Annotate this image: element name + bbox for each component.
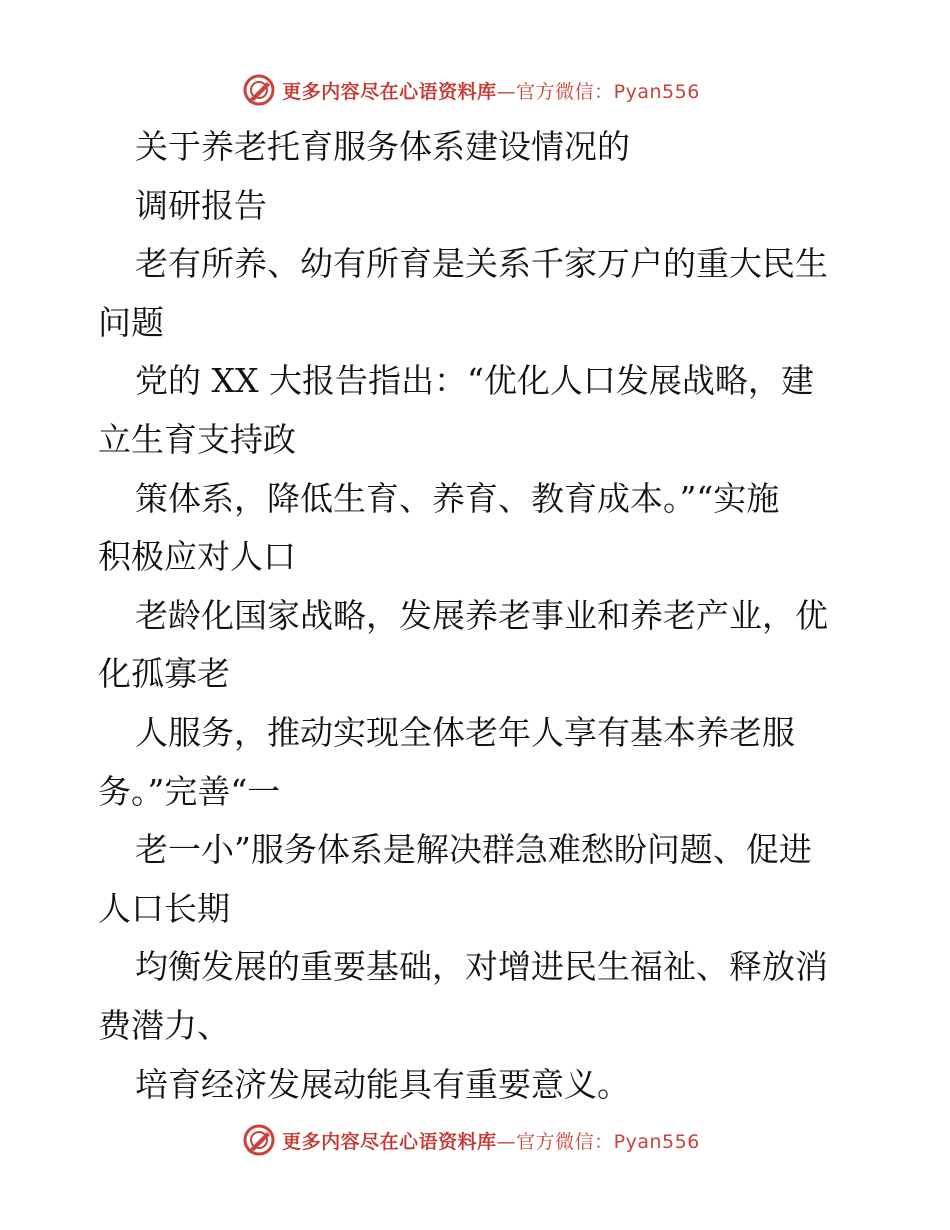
footer-banner-title: 更多内容尽在心语资料库 [282, 1130, 497, 1153]
doc-text-line: 老有所养、幼有所育是关系千家万户的重大民生 [135, 244, 828, 284]
footer-banner-text [282, 1127, 700, 1154]
header-watermark-banner [0, 70, 950, 110]
header-banner-inner [242, 73, 700, 107]
doc-text-line: 均衡发展的重要基础，对增进民生福祉、释放消 [135, 947, 828, 987]
doc-text-line: 党的 XX 大报告指出：“优化人口发展战略，建 [135, 361, 814, 401]
footer-banner-wechat: —官方微信：Pyan556 [496, 1130, 700, 1153]
doc-text-line: 老龄化国家战略，发展养老事业和养老产业，优 [135, 595, 828, 635]
doc-text-line: 培育经济发展动能具有重要意义。 [135, 1064, 630, 1104]
footer-watermark-banner [0, 1120, 950, 1160]
doc-text-line: 人口长期 [98, 888, 230, 928]
document-body [98, 118, 858, 1114]
doc-text-line: 人服务，推动实现全体老年人享有基本养老服 [135, 712, 795, 752]
pen-logo-icon [242, 73, 276, 107]
doc-text-line: 老一小”服务体系是解决群急难愁盼问题、促进 [135, 830, 812, 870]
doc-text-line: 立生育支持政 [98, 419, 296, 459]
doc-title-line-2: 调研报告 [135, 185, 267, 225]
doc-text-line: 费潜力、 [98, 1005, 230, 1045]
header-banner-title: 更多内容尽在心语资料库 [282, 80, 497, 103]
pen-logo-icon [242, 1123, 276, 1157]
header-banner-text [282, 77, 700, 104]
doc-text-line: 问题 [98, 302, 164, 342]
doc-title-line-1: 关于养老托育服务体系建设情况的 [135, 127, 630, 166]
doc-text-line: 务。”完善“一 [98, 771, 281, 811]
doc-text-line: 积极应对人口 [98, 537, 296, 577]
footer-banner-inner [242, 1123, 700, 1157]
doc-text-line: 化孤寡老 [98, 654, 230, 694]
header-banner-wechat: —官方微信：Pyan556 [496, 80, 700, 103]
doc-text-line: 策体系，降低生育、养育、教育成本。”“实施 [135, 478, 780, 518]
